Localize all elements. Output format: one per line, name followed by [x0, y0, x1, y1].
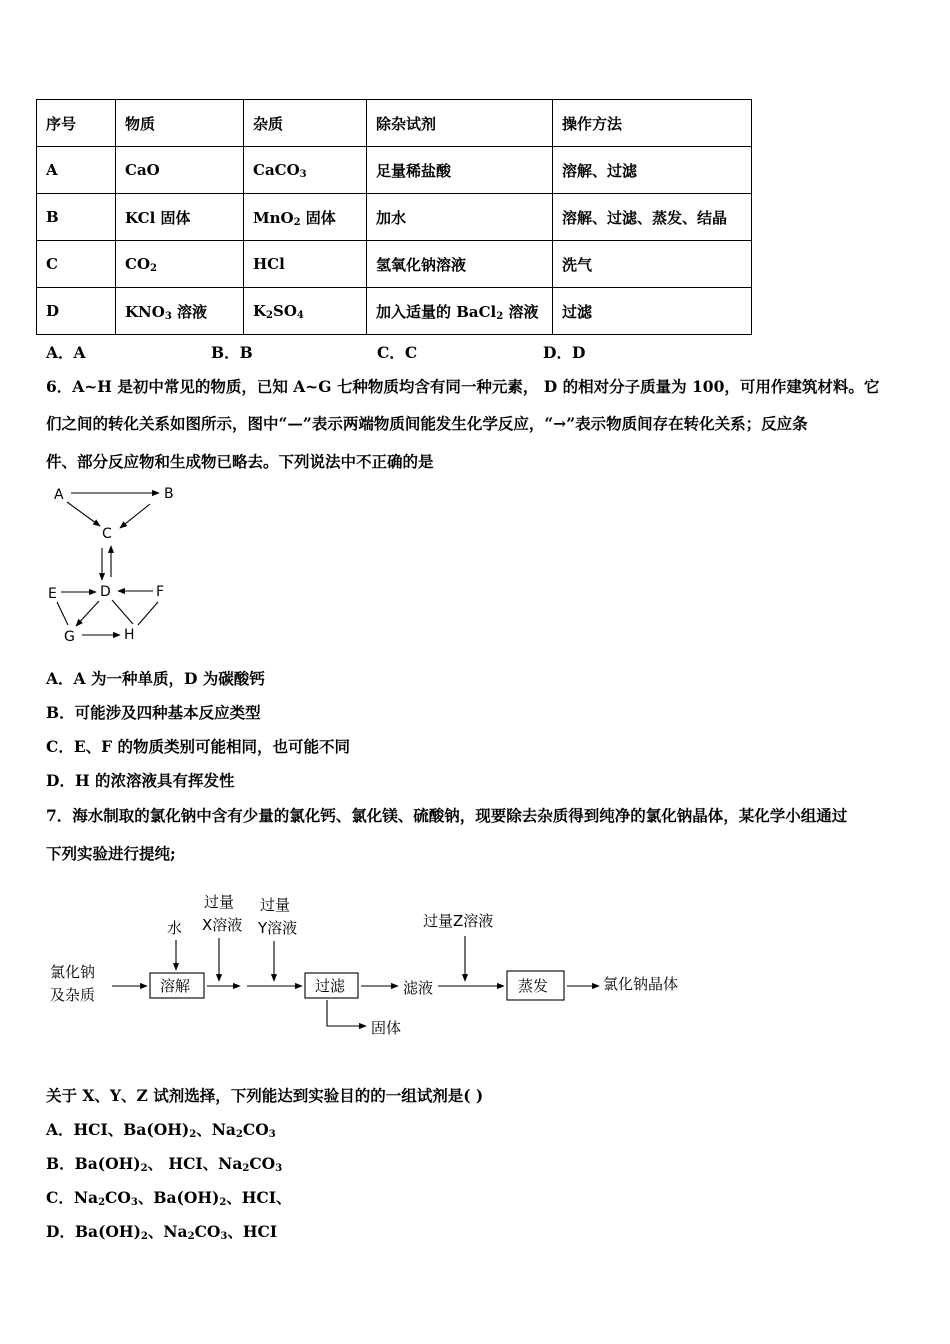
flow-filtrate-label: 滤液: [403, 979, 434, 997]
node-c: C: [102, 526, 112, 542]
table-row: [37, 241, 752, 288]
flow-z-label: 过量Z溶液: [423, 912, 494, 930]
flow-y-label-line2: Y溶液: [258, 919, 298, 937]
flow-product-label: 氯化钠晶体: [603, 975, 679, 993]
node-b: B: [164, 486, 174, 502]
arrow-a-to-c: [67, 502, 100, 526]
q7-option-d[interactable]: D．$Ba(OH)_2$、$Na_2CO_3$、HCI: [46, 1222, 278, 1242]
flow-water-label: 水: [167, 919, 183, 937]
flow-dissolve-label: 溶解: [160, 977, 191, 995]
q5-option-b[interactable]: B．B: [211, 343, 253, 362]
flow-start-line1: 氯化钠: [50, 963, 96, 981]
arrow-b-to-c: [120, 504, 150, 528]
q5-table: [36, 99, 752, 335]
q7-stem-line-1: 7．海水制取的氯化钠中含有少量的氯化钙、氯化镁、硫酸钠，现要除去杂质得到纯净的氯化钠晶体，某化学小组通过: [46, 806, 848, 825]
q7-flow-diagram: [40, 880, 720, 1050]
node-e: E: [48, 586, 57, 602]
row-impurity: MnO$_2$ 固体: [244, 194, 367, 241]
row-id: D: [37, 288, 116, 335]
q6-option-a[interactable]: A．A 为一种单质，D 为碳酸钙: [46, 669, 265, 688]
line-e-g: [57, 602, 68, 625]
q7-option-a[interactable]: A．HCI、$Ba(OH)_2$、$Na_2CO_3$: [46, 1120, 276, 1140]
row-impurity: CaCO$_3$: [244, 147, 367, 194]
flow-solid-label: 固体: [371, 1019, 402, 1037]
row-method: 洗气: [553, 241, 752, 288]
q6-option-d[interactable]: D．H 的浓溶液具有挥发性: [46, 771, 235, 790]
row-reagent: 氢氧化钠溶液: [367, 241, 553, 288]
q7-stem-line-2: 下列实验进行提纯;: [46, 844, 176, 863]
arrow-d-to-g: [76, 601, 99, 626]
table-row: [37, 288, 752, 335]
row-substance: CaO: [116, 147, 244, 194]
flow-x-label-line1: 过量: [204, 893, 235, 911]
q6-stem-line-2: 们之间的转化关系如图所示，图中“—”表示两端物质间能发生化学反应，“→”表示物质间存在转化关系；反应条: [46, 414, 808, 433]
node-h: H: [124, 627, 135, 643]
line-to-solid: [327, 1000, 364, 1026]
node-d: D: [100, 584, 111, 600]
flow-evaporate-label: 蒸发: [518, 977, 549, 995]
q6-stem-line-3: 件、部分反应物和生成物已略去。下列说法中不正确的是: [46, 452, 434, 471]
row-id: A: [37, 147, 116, 194]
q6-option-c[interactable]: C．E、F 的物质类别可能相同，也可能不同: [46, 737, 351, 756]
row-id: B: [37, 194, 116, 241]
q7-option-b[interactable]: B．$Ba(OH)_2$、 HCI、$Na_2CO_3$: [46, 1154, 283, 1174]
header-cell: 除杂试剂: [367, 100, 553, 147]
row-substance: $CO_2$: [116, 241, 244, 288]
row-method: 溶解、过滤、蒸发、结晶: [553, 194, 752, 241]
q6-relation-diagram: [40, 478, 190, 648]
row-method: 溶解、过滤: [553, 147, 752, 194]
flow-y-label-line1: 过量: [260, 896, 291, 914]
q7-question: 关于 X、Y、Z 试剂选择，下列能达到实验目的的一组试剂是( ): [46, 1086, 484, 1105]
header-cell: 物质: [116, 100, 244, 147]
row-reagent: 足量稀盐酸: [367, 147, 553, 194]
row-reagent: 加入适量的 BaCl$_2$ 溶液: [367, 288, 553, 335]
row-substance: $KNO_3$ 溶液: [116, 288, 244, 335]
row-reagent: 加水: [367, 194, 553, 241]
q5-option-d[interactable]: D．D: [543, 343, 586, 362]
header-cell: 序号: [37, 100, 116, 147]
q7-option-c[interactable]: C．$Na_2CO_3$、$Ba(OH)_2$、HCI、: [46, 1188, 292, 1208]
header-cell: 杂质: [244, 100, 367, 147]
row-method: 过滤: [553, 288, 752, 335]
node-f: F: [156, 584, 165, 600]
row-id: C: [37, 241, 116, 288]
flow-start-line2: 及杂质: [50, 986, 96, 1004]
q6-stem-line-1: 6．A~H 是初中常见的物质，已知 A~G 七种物质均含有同一种元素， D 的相对分子质量为 100，可用作建筑材料。它: [46, 377, 880, 396]
q6-option-b[interactable]: B．可能涉及四种基本反应类型: [46, 703, 261, 722]
q5-option-a[interactable]: A．A: [46, 343, 86, 362]
table-row: [37, 147, 752, 194]
node-g: G: [64, 629, 75, 645]
line-d-h: [112, 600, 133, 624]
header-cell: 操作方法: [553, 100, 752, 147]
row-substance: KCl 固体: [116, 194, 244, 241]
table-row: [37, 194, 752, 241]
flow-filter-label: 过滤: [315, 977, 346, 995]
node-a: A: [54, 487, 64, 503]
flow-x-label-line2: X溶液: [202, 916, 243, 934]
line-f-h: [138, 602, 158, 625]
table-header-row: [37, 100, 752, 147]
row-impurity: $K_2SO_4$: [244, 288, 367, 335]
row-impurity: HCl: [244, 241, 367, 288]
q5-option-c[interactable]: C．C: [377, 343, 418, 362]
